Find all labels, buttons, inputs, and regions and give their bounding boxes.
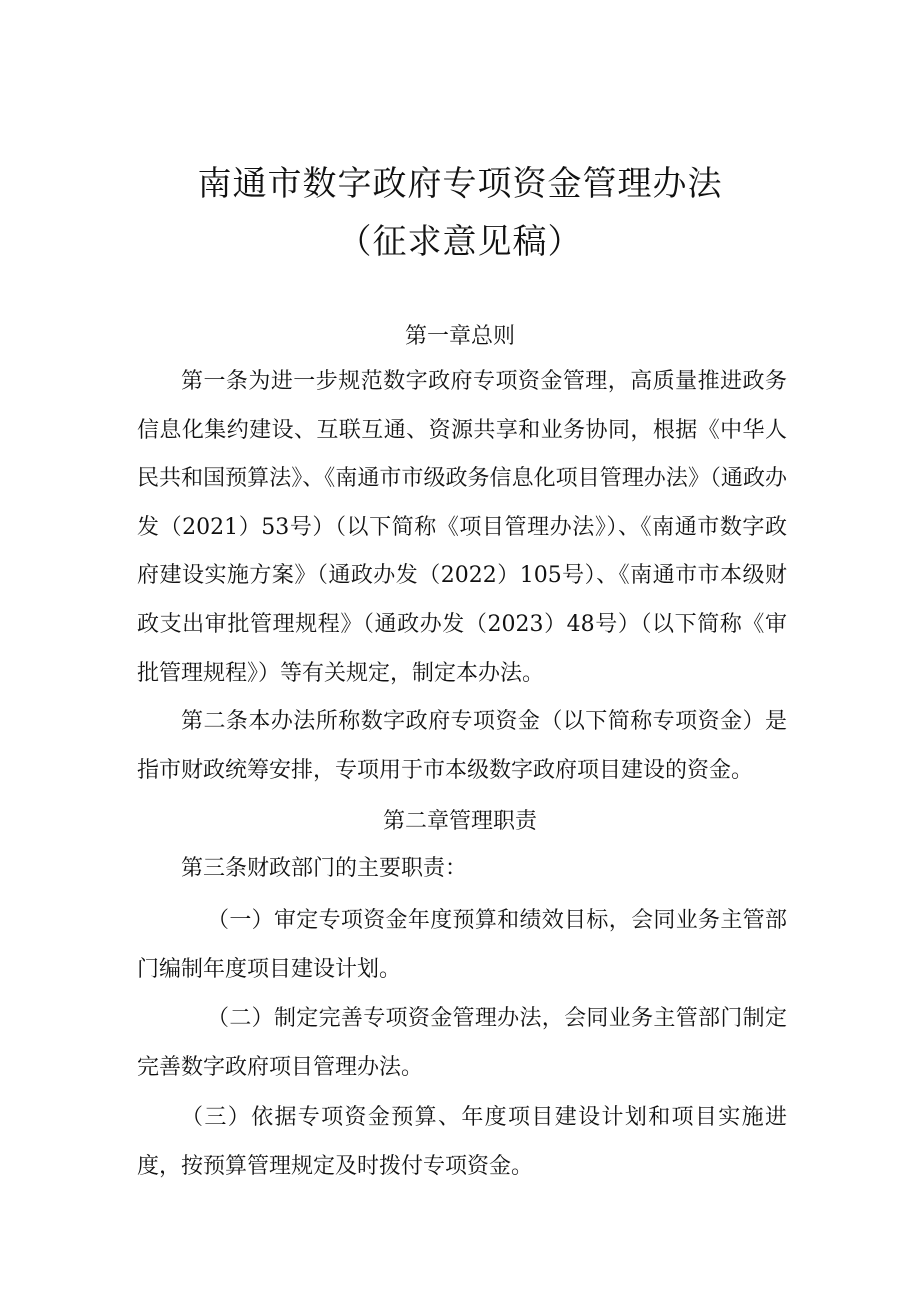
list-item-1: （一）审定专项资金年度预算和绩效目标，会同业务主管部门编制年度项目建设计划。 xyxy=(137,908,787,982)
list-item-3: （三）依据专项资金预算、年度项目建设计划和项目实施进度，按预算管理规定及时拨付专项资金。 xyxy=(137,1105,787,1179)
chapter-heading-1: 第一章总则 xyxy=(404,324,515,349)
article-1: 第一条为进一步规范数字政府专项资金管理，高质量推进政务信息化集约建设、互联互通、资源共享和业务协同，根据《中华人民共和国预算法》、《南通市市级政务信息化项目管理办法》（通政办发（2021）53号）（以下简称《项目管理办法》）、《南通市数字政府建设实施方案》（通政办发（2022）105号）、《南通市市本级财政支出审批管理规程》（通政办发（2023）48号）（以下简称《审批管理规程》）等有关规定，制定本办法。 xyxy=(137,369,787,686)
document-subtitle: （征求意见稿） xyxy=(337,222,583,262)
document-title: 南通市数字政府专项资金管理办法 xyxy=(197,164,723,204)
chapter-heading-2: 第二章管理职责 xyxy=(382,809,537,834)
list-item-2: （二）制定完善专项资金管理办法，会同业务主管部门制定完善数字政府项目管理办法。 xyxy=(137,1006,787,1080)
article-2: 第二条本办法所称数字政府专项资金（以下简称专项资金）是指市财政统筹安排，专项用于市本级数字政府项目建设的资金。 xyxy=(137,709,787,783)
article-3: 第三条财政部门的主要职责： xyxy=(181,856,468,881)
